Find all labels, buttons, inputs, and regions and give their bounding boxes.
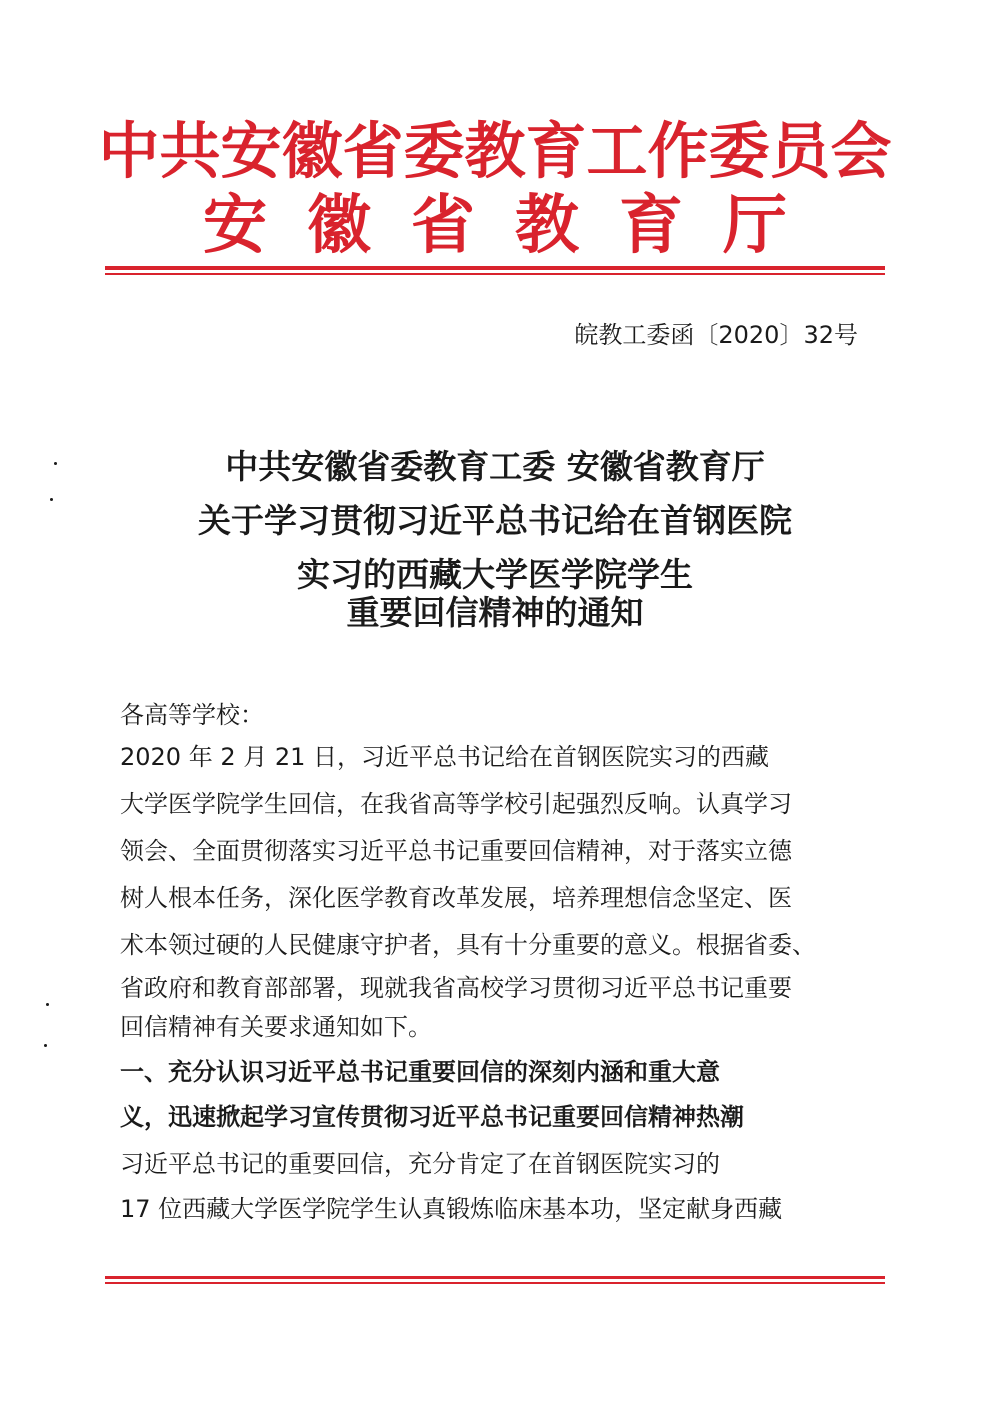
letterhead-line-1: 中共安徽省委教育工作委员会 — [98, 116, 892, 187]
document-number: 皖教工委函〔2020〕32号 — [574, 321, 858, 349]
body-line-6: 省政府和教育部部署，现就我省高校学习贯彻习近平总书记重要 — [120, 974, 792, 1002]
section-1-heading-line-2: 义，迅速掀起学习宣传贯彻习近平总书记重要回信精神热潮 — [120, 1103, 744, 1131]
section-1-body-line-2: 17 位西藏大学医学院学生认真锻炼临床基本功，坚定献身西藏 — [120, 1195, 783, 1223]
body-line-2: 大学医学院学生回信，在我省高等学校引起强烈反响。认真学习 — [120, 790, 792, 818]
body-line-7: 回信精神有关要求通知如下。 — [120, 1013, 432, 1041]
footer-divider — [105, 1276, 885, 1284]
title-line-2: 关于学习贯彻习近平总书记给在首钢医院 — [198, 501, 792, 540]
scan-speck — [54, 462, 57, 465]
salutation: 各高等学校： — [120, 701, 264, 729]
section-1-heading-line-1: 一、充分认识习近平总书记重要回信的深刻内涵和重大意 — [120, 1058, 720, 1086]
body-line-4: 树人根本任务，深化医学教育改革发展，培养理想信念坚定、医 — [120, 884, 792, 912]
section-1-body-line-1: 习近平总书记的重要回信，充分肯定了在首钢医院实习的 — [120, 1150, 720, 1178]
title-line-4: 重要回信精神的通知 — [346, 593, 644, 632]
body-line-1: 2020 年 2 月 21 日，习近平总书记给在首钢医院实习的西藏 — [120, 743, 770, 771]
body-line-5: 术本领过硬的人民健康守护者，具有十分重要的意义。根据省委、 — [120, 931, 816, 959]
scan-speck — [44, 1044, 47, 1047]
letterhead-line-2: 安徽省教育厅 — [203, 188, 827, 263]
footer-divider-bottom — [105, 1282, 885, 1284]
letterhead-divider — [105, 266, 885, 275]
scan-speck — [50, 498, 53, 501]
footer-divider-top — [105, 1276, 885, 1279]
title-line-1: 中共安徽省委教育工委 安徽省教育厅 — [225, 447, 765, 486]
title-line-3: 实习的西藏大学医学院学生 — [297, 555, 693, 594]
letterhead-divider-thick — [105, 266, 885, 270]
body-line-3: 领会、全面贯彻落实习近平总书记重要回信精神，对于落实立德 — [120, 837, 792, 865]
letterhead-divider-thin — [105, 273, 885, 275]
scan-speck — [46, 1003, 49, 1006]
